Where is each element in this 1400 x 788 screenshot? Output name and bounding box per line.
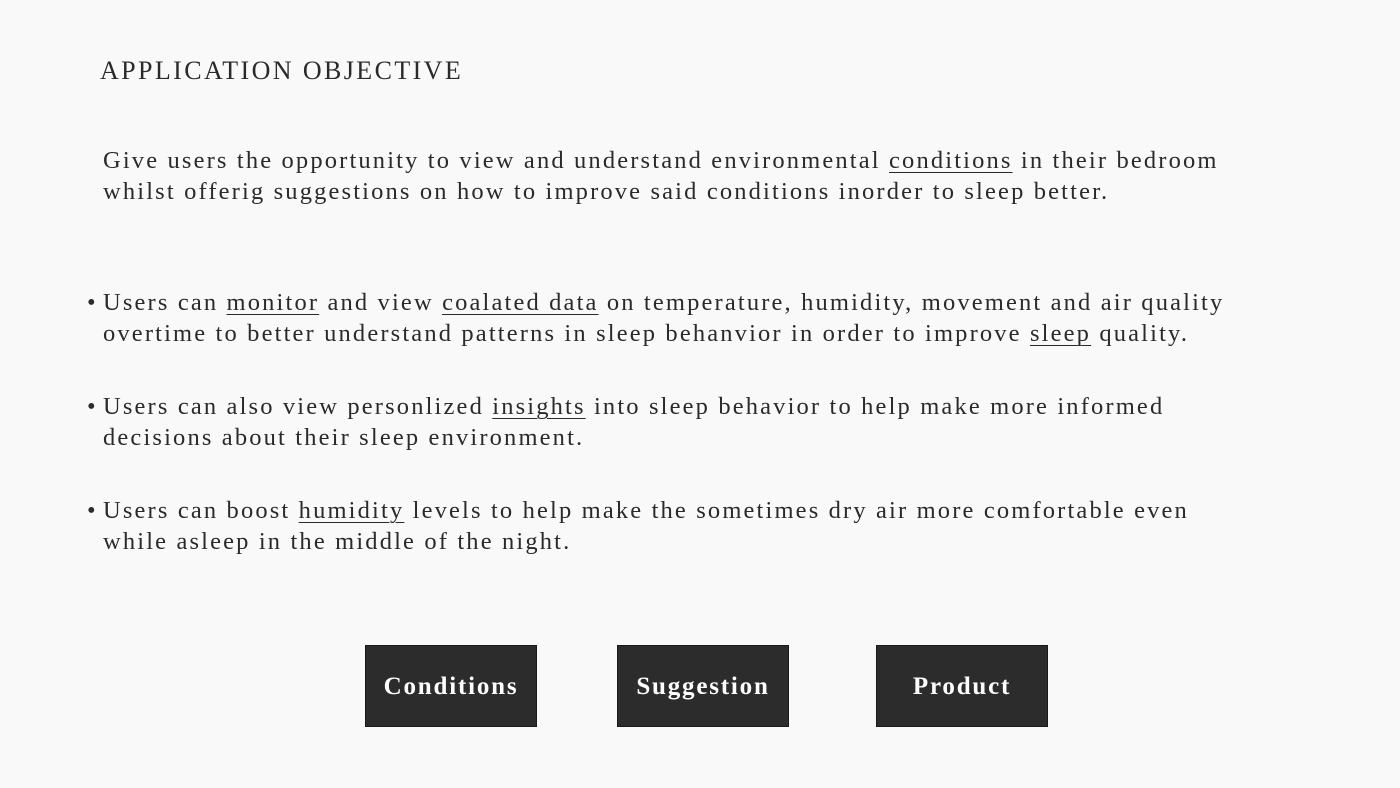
bullet-line-2: decisions about their sleep environment. bbox=[103, 423, 585, 451]
bullet-text: Users can bbox=[103, 289, 227, 316]
bullet-item-insights bbox=[87, 392, 1165, 453]
bullet-text: Users can also view personlized bbox=[103, 393, 493, 420]
humidity-link[interactable]: humidity bbox=[298, 497, 405, 524]
product-button[interactable]: Product bbox=[876, 645, 1048, 727]
bullet-text: levels to help make the sometimes dry air more comfortable even bbox=[404, 497, 1189, 524]
bullet-text: and view bbox=[319, 289, 443, 316]
objective-text: Give users the opportunity to view and understand environmental bbox=[103, 147, 890, 174]
bullet-text: overtime to better understand patterns in sleep behanvior in order to improve bbox=[103, 319, 1030, 347]
bullet-item-monitor bbox=[87, 288, 1225, 349]
suggestion-button[interactable]: Suggestion bbox=[617, 645, 789, 727]
objective-line-1 bbox=[103, 146, 1219, 177]
insights-link[interactable]: insights bbox=[492, 393, 586, 420]
sleep-link[interactable]: sleep bbox=[1029, 319, 1092, 347]
bullet-text: quality. bbox=[1091, 319, 1190, 347]
bullet-text: Users can boost bbox=[103, 497, 299, 524]
bullet-line-1 bbox=[103, 392, 1164, 423]
coalated-data-link[interactable]: coalated data bbox=[442, 289, 599, 316]
bullet-item-humidity bbox=[87, 496, 1189, 557]
objective-text: in their bedroom bbox=[1012, 147, 1219, 174]
objective-line-2: whilst offerig suggestions on how to improve said conditions inorder to sleep better. bbox=[103, 177, 1110, 205]
bullet-line-1 bbox=[103, 496, 1189, 527]
bullet-icon: • bbox=[87, 393, 98, 420]
bullet-text: on temperature, humidity, movement and air quality bbox=[598, 289, 1225, 316]
bullet-line-2: while asleep in the middle of the night. bbox=[103, 527, 572, 555]
bullet-line-1 bbox=[103, 288, 1224, 319]
bullet-icon: • bbox=[87, 289, 98, 316]
page-title: APPLICATION OBJECTIVE bbox=[100, 56, 464, 85]
conditions-button[interactable]: Conditions bbox=[365, 645, 537, 727]
bullet-icon: • bbox=[87, 497, 98, 524]
bullet-text: into sleep behavior to help make more informed bbox=[585, 393, 1165, 420]
bullet-line-2 bbox=[103, 319, 1224, 350]
monitor-link[interactable]: monitor bbox=[226, 289, 320, 316]
conditions-link[interactable]: conditions bbox=[889, 147, 1013, 174]
objective-paragraph bbox=[103, 146, 1219, 207]
